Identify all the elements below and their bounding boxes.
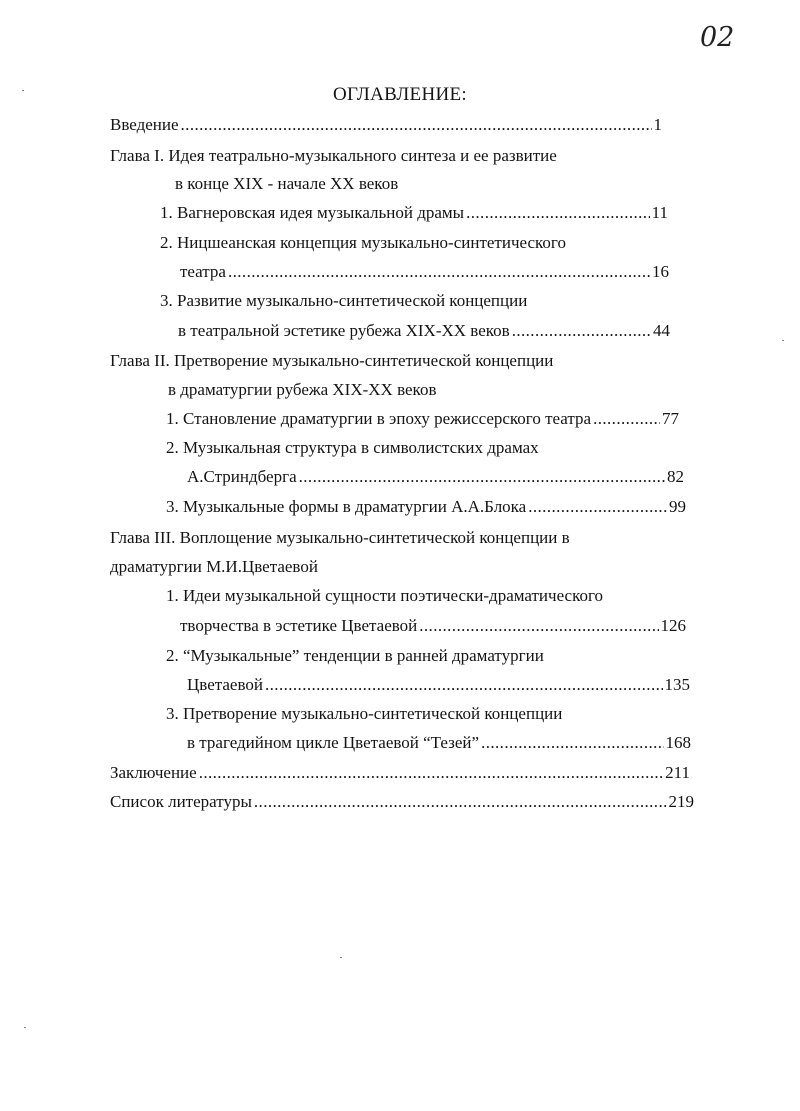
dot-leader (228, 261, 650, 283)
dot-leader (254, 791, 667, 813)
toc-entry-3-2-cont (187, 674, 690, 696)
toc-entry-text: А.Стриндберга (187, 467, 297, 486)
toc-entry-1-2-cont (180, 261, 669, 283)
toc-entry-2-1 (166, 408, 679, 430)
toc-entry-text: театра (180, 262, 226, 281)
toc-entry-page: 82 (667, 467, 684, 486)
toc-entry-page: 44 (653, 321, 670, 340)
dot-leader (199, 762, 663, 784)
toc-entry-page: 126 (660, 616, 686, 635)
scan-speck (24, 1027, 26, 1028)
toc-chapter-2-heading-cont (168, 379, 436, 401)
toc-chapter-1-heading-cont (175, 173, 398, 195)
toc-entry-text: 3. Развитие музыкально-синтетической концепции (160, 291, 528, 310)
toc-entry-text: 3. Музыкальные формы в драматургии А.А.Блока (166, 497, 527, 516)
toc-chapter-2-heading (110, 350, 553, 372)
toc-entry-text: Список литературы (110, 792, 252, 811)
toc-entry-text: 1. Становление драматургии в эпоху режиссерского театра (166, 409, 592, 428)
dot-leader (299, 466, 665, 488)
toc-entry-2-2-cont (187, 466, 684, 488)
toc-entry-text: 1. Идеи музыкальной сущности поэтически-драматического (166, 586, 604, 605)
toc-entry-1-3 (160, 290, 527, 312)
dot-leader (593, 408, 660, 430)
toc-entry-text: Введение (110, 115, 179, 134)
dot-leader (181, 114, 652, 136)
toc-entry-1-2 (160, 232, 566, 254)
toc-entry-text: Заключение (110, 763, 197, 782)
dot-leader (265, 674, 663, 696)
toc-entry-page: 99 (669, 497, 686, 516)
toc-entry-text: 2. Музыкальная структура в символистских драмах (166, 438, 539, 457)
toc-entry-text: в конце XIX - начале XX веков (175, 174, 399, 193)
toc-entry-text: в драматургии рубежа XIX-XX веков (168, 380, 437, 399)
scan-speck (340, 957, 342, 958)
toc-entry-text: творчества в эстетике Цветаевой (180, 616, 418, 635)
toc-entry-3-2 (166, 645, 544, 667)
toc-entry-text: в театральной эстетике рубежа XIX-XX веков (178, 321, 510, 340)
toc-chapter-1-heading (110, 145, 557, 167)
toc-entry-page: 219 (668, 792, 694, 811)
toc-entry-text: 2. “Музыкальные” тенденции в ранней драматургии (166, 646, 544, 665)
toc-entry-bibliography (110, 791, 694, 813)
toc-entry-text: 2. Ницшеанская концепция музыкально-синтетического (160, 233, 566, 252)
toc-entry-2-2 (166, 437, 539, 459)
dot-leader (466, 202, 650, 224)
toc-entry-text: в трагедийном цикле Цветаевой “Тезей” (187, 733, 480, 752)
dot-leader (419, 615, 658, 637)
toc-entry-page: 135 (664, 675, 690, 694)
toc-entry-1-1 (160, 202, 668, 224)
toc-entry-text: Глава III. Воплощение музыкально-синтетической концепции в (110, 528, 570, 547)
toc-entry-conclusion (110, 762, 690, 784)
toc-entry-text: Глава I. Идея театрально-музыкального синтеза и ее развитие (110, 146, 557, 165)
toc-entry-3-3 (166, 703, 562, 725)
dot-leader (528, 496, 667, 518)
toc-entry-page: 77 (662, 409, 679, 428)
toc-entry-page: 211 (665, 763, 690, 782)
toc-entry-2-3 (166, 496, 686, 518)
toc-entry-page: 168 (665, 733, 691, 752)
dot-leader (512, 320, 651, 342)
dot-leader (481, 732, 663, 754)
toc-entry-3-1-cont (180, 615, 686, 637)
toc-chapter-3-heading-cont (110, 556, 318, 578)
toc-entry-page: 11 (651, 203, 668, 222)
toc-entry-page: 16 (652, 262, 669, 281)
toc-entry-text: Цветаевой (187, 675, 263, 694)
toc-entry-text: 3. Претворение музыкально-синтетической концепции (166, 704, 563, 723)
toc-entry-introduction (110, 114, 662, 136)
scan-speck (782, 340, 784, 341)
toc-entry-text: 1. Вагнеровская идея музыкальной драмы (160, 203, 465, 222)
toc-entry-3-3-cont (187, 732, 691, 754)
toc-entry-1-3-cont (178, 320, 670, 342)
toc-entry-text: Глава II. Претворение музыкально-синтетической концепции (110, 351, 554, 370)
toc-entry-3-1 (166, 585, 603, 607)
handwritten-page-number: 02 (700, 22, 735, 53)
toc-entry-text: драматургии М.И.Цветаевой (110, 557, 318, 576)
toc-chapter-3-heading (110, 527, 570, 549)
toc-entry-page: 1 (653, 115, 662, 134)
scan-speck (22, 90, 24, 91)
toc-title: ОГЛАВЛЕНИЕ: (333, 84, 467, 105)
